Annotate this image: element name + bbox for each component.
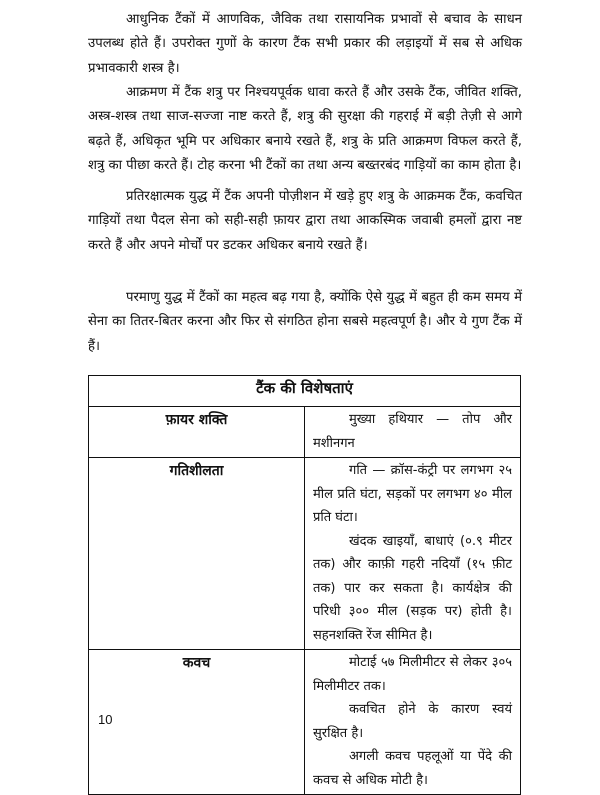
desc-line: मुख्या हथियार — तोप और मशीनगन — [313, 412, 512, 451]
desc-line: अगली कवच पहलूओं या पेंदे की कवच से अधिक मोटी है। — [313, 749, 512, 788]
table-title: टैंक की विशेषताएं — [89, 376, 521, 407]
paragraph-2: आक्रमण में टैंक शत्रु पर निश्चयपूर्वक धावा करते हैं और उसके टैंक, जीवित शक्ति, अस्त्र-शस्त्र तथा साज-सज्जा नाष्ट करते हैं, शत्रु की सुरक्षा की गहराई में बड़ी तेज़ी से आगे बढ़ते हैं, अधिकृत भूमि पर अधिकार बनाये रखते हैं, शत्रु के प्रति आक्रमण विफल करते हैं, शत्रु का पीछा करते हैं। टोह करना भी टैंकों का तथा अन्य बख्तरबंद गाड़ियों का काम होता है। — [88, 85, 522, 174]
desc-line: गति — क्रॉस-कंट्री पर लगभग २५ मील प्रति घंटा, सड़कों पर लगभग ४० मील प्रति घंटा। — [313, 463, 512, 525]
tank-features-table — [88, 375, 521, 795]
paragraph-1: आधुनिक टैंकों में आणविक, जैविक तथा रासायनिक प्रभावों से बचाव के साधन उपलब्ध होते हैं। उपरोक्त गुणों के कारण टैंक सभी प्रकार की लड़ाइयों में सब से अधिक प्रभावकारी शस्त्र है। — [88, 12, 522, 76]
row-label-armour: कवच — [89, 650, 305, 795]
paragraph-4: परमाणु युद्ध में टैंकों का महत्व बढ़ गया है, क्योंकि ऐसे युद्ध में बहुत ही कम समय में सेना का तितर-बितर करना और फिर से संगठित होना सबसे महत्वपूर्ण है। और ये गुण टैंक में हैं। — [88, 290, 522, 354]
desc-line: कवचित होने के कारण स्वयं सुरक्षित है। — [313, 702, 512, 741]
desc-line: खंदक खाइयाँ, बाधाएं (०.९ मीटर तक) और काफ़ी गहरी नदियाँ (१५ फ़ीट तक) पार कर सकता है। कार्यक्षेत्र की परिधी ३०० मील (सड़क पर) होती है। सहनशक्ति रेंज सीमित है। — [313, 533, 512, 643]
table-header-row — [89, 376, 521, 407]
row-desc-mobility — [305, 458, 521, 650]
desc-line: मोटाई ५७ मिलीमीटर से लेकर ३०५ मिलीमीटर तक। — [313, 655, 512, 694]
table-row-armour — [89, 650, 521, 795]
row-desc-firepower — [305, 407, 521, 458]
page-number: 10 — [98, 712, 113, 727]
row-desc-armour — [305, 650, 521, 795]
row-label-firepower: फ़ायर शक्ति — [89, 407, 305, 458]
paragraph-3: प्रतिरक्षात्मक युद्ध में टैंक अपनी पोज़ीशन में खड़े हुए शत्रु के आक्रमक टैंक, कवचित गाड़ियों तथा पैदल सेना को सही-सही फ़ायर द्वारा तथा आकस्मिक जवाबी हमलों द्वारा नष्ट करते हैं और अपने मोर्चों पर डटकर अधिकर बनाये रखते हैं। — [88, 189, 522, 253]
row-label-mobility: गतिशीलता — [89, 458, 305, 650]
table-row-mobility — [89, 458, 521, 650]
table-row-firepower — [89, 407, 521, 458]
